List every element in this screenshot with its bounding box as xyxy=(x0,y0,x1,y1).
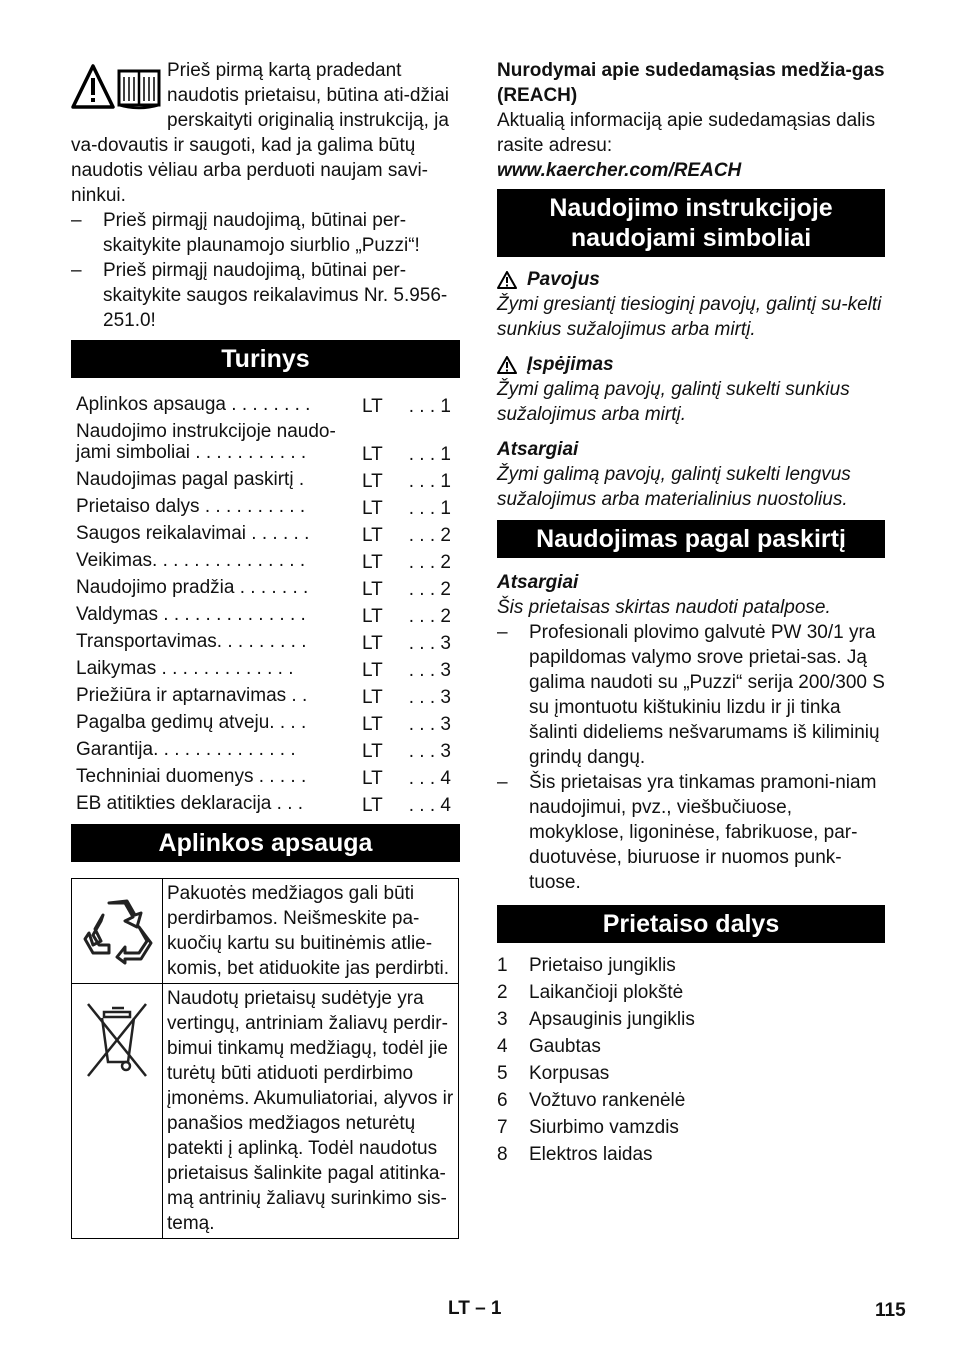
list-item xyxy=(497,1088,885,1115)
caution-text: Žymi galimą pavojų, galintį sukelti lengvus sužalojimus arba materialinius nuostolius. xyxy=(497,464,851,510)
toc-entry[interactable] xyxy=(76,421,460,469)
toc-entry[interactable] xyxy=(76,604,460,631)
list-item xyxy=(497,1007,885,1034)
danger-label xyxy=(497,267,885,292)
list-item xyxy=(497,953,885,980)
usage-heading: Naudojimas pagal paskirtį xyxy=(497,520,885,558)
toc-entry-page: . . . 3 xyxy=(408,741,451,762)
toc-entry[interactable] xyxy=(76,712,460,739)
footer-section-page: LT – 1 xyxy=(448,1298,502,1319)
part-label: Apsauginis jungiklis xyxy=(529,1009,695,1030)
part-label: Gaubtas xyxy=(529,1036,601,1057)
warning-label xyxy=(497,352,885,377)
toc-entry[interactable] xyxy=(76,739,460,766)
right-column xyxy=(497,58,885,1169)
toc-entry-title: Techniniai duomenys . . . . . xyxy=(76,766,307,787)
toc-heading: Turinys xyxy=(71,340,460,378)
toc-entry-page: . . . 2 xyxy=(408,606,451,627)
warning-text: Žymi galimą pavojų, galintį sukelti sunkius sužalojimus arba mirtį. xyxy=(497,379,850,425)
intro-bullets xyxy=(71,208,460,333)
part-number: 8 xyxy=(497,1144,508,1165)
caution-label-text: Atsargiai xyxy=(497,439,579,460)
toc-entry-lang: LT xyxy=(362,633,383,654)
toc-entry[interactable] xyxy=(76,523,460,550)
part-label: Elektros laidas xyxy=(529,1144,653,1165)
danger-text: Žymi gresiantį tiesioginį pavojų, galintį su-kelti sunkius sužalojimus arba mirtį. xyxy=(497,294,882,340)
symbols-heading: Naudojimo instrukcijoje naudojami simboliai xyxy=(497,189,885,257)
intro-text: Prieš pirmą kartą pradedant naudotis prietaisu, būtina ati-džiai perskaityti originalią instrukciją, ja va-dovautis ir saugoti, kad ja galima būtų naudotis vėliau arba perduoti naujam savi-ninkui. xyxy=(71,60,450,206)
environment-icon-cell xyxy=(72,984,163,1239)
toc-entry-title: Veikimas. . . . . . . . . . . . . . . xyxy=(76,550,306,571)
list-item xyxy=(497,1142,885,1169)
toc-entry[interactable] xyxy=(76,496,460,523)
toc-entry-title: Naudojimas pagal paskirtį . xyxy=(76,469,305,490)
toc-entry-lang: LT xyxy=(362,714,383,735)
caution-label xyxy=(497,437,885,462)
usage-bullet: – Šis prietaisas yra tinkamas pramoni-niam naudojimui, pvz., viešbučiuose, mokyklose, ligoninėse, fabrikuose, par-duotuvėse, biuruose ir nuomos punk-tuose. xyxy=(497,770,885,895)
toc-entry-page: . . . 3 xyxy=(408,714,451,735)
usage-bullets xyxy=(497,620,885,895)
toc-entry-lang: LT xyxy=(362,552,383,573)
toc-entry-lang: LT xyxy=(362,396,383,417)
toc-entry-page: . . . 2 xyxy=(408,525,451,546)
part-number: 5 xyxy=(497,1063,508,1084)
toc-entry-lang: LT xyxy=(362,741,383,762)
environment-heading: Aplinkos apsauga xyxy=(71,824,460,862)
toc-entry[interactable] xyxy=(76,685,460,712)
toc-entry-title: Naudojimo instrukcijoje naudo-jami simboliai . . . . . . . . . . . xyxy=(76,421,336,463)
toc-entry-page: . . . 3 xyxy=(408,687,451,708)
toc-entry[interactable] xyxy=(76,766,460,793)
toc-entry-lang: LT xyxy=(362,471,383,492)
list-item xyxy=(497,1115,885,1142)
toc-entry-page: . . . 1 xyxy=(408,444,451,465)
intro-bullet: – Prieš pirmąjį naudojimą, būtinai per-skaitykite saugos reikalavimus Nr. 5.956-251.0! xyxy=(71,258,460,333)
toc-entry[interactable] xyxy=(76,577,460,604)
toc-entry-page: . . . 4 xyxy=(408,795,451,816)
toc-entry-lang: LT xyxy=(362,444,383,465)
toc-entry-page: . . . 1 xyxy=(408,498,451,519)
crossed-bin-icon xyxy=(82,998,152,1082)
danger-warning-icon xyxy=(497,271,517,289)
toc-entry-title: Aplinkos apsauga . . . . . . . . xyxy=(76,394,311,415)
intro-block xyxy=(71,58,460,208)
toc-entry-page: . . . 3 xyxy=(408,633,451,654)
warning-label-text: Įspėjimas xyxy=(527,354,614,375)
toc-entry-lang: LT xyxy=(362,606,383,627)
reach-link[interactable]: www.kaercher.com/REACH xyxy=(497,160,742,181)
toc-entry-lang: LT xyxy=(362,579,383,600)
parts-list xyxy=(497,953,885,1169)
recycle-icon xyxy=(79,893,155,969)
part-number: 1 xyxy=(497,955,508,976)
list-item xyxy=(497,1061,885,1088)
toc-entry-title: Garantija. . . . . . . . . . . . . . xyxy=(76,739,296,760)
toc-entry-title: Priežiūra ir aptarnavimas . . xyxy=(76,685,308,706)
toc-entry-lang: LT xyxy=(362,525,383,546)
toc-entry-lang: LT xyxy=(362,795,383,816)
part-label: Siurbimo vamzdis xyxy=(529,1117,679,1138)
toc-entry-page: . . . 1 xyxy=(408,396,451,417)
danger-label-text: Pavojus xyxy=(527,269,600,290)
reach-text: Aktualią informaciją apie sudedamąsias dalis rasite adresu: xyxy=(497,110,876,156)
usage-caution-label xyxy=(497,570,885,595)
toc-entry-title: Prietaiso dalys . . . . . . . . . . xyxy=(76,496,306,517)
toc-entry-title: Transportavimas. . . . . . . . . xyxy=(76,631,307,652)
reach-heading: Nurodymai apie sudedamąsias medžia-gas (REACH) xyxy=(497,60,885,106)
toc-entry[interactable] xyxy=(76,631,460,658)
intro-bullet: – Prieš pirmąjį naudojimą, būtinai per-skaitykite plaunamojo siurblio „Puzzi“! xyxy=(71,208,460,258)
environment-text-cell: Pakuotės medžiagos gali būti perdirbamos. Neišmeskite pa-kuočių kartu su buitinėmis atlie-komis, bet atiduokite jas perdirbti. xyxy=(163,879,459,984)
environment-table xyxy=(71,878,459,1239)
toc-entry-lang: LT xyxy=(362,498,383,519)
part-label: Laikančioji plokštė xyxy=(529,982,684,1003)
table-row xyxy=(72,879,459,984)
toc-entry-title: Saugos reikalavimai . . . . . . xyxy=(76,523,310,544)
warning-manual-icon xyxy=(71,63,163,111)
toc-entry-title: EB atitikties deklaracija . . . xyxy=(76,793,304,814)
part-number: 7 xyxy=(497,1117,508,1138)
toc-entry-page: . . . 3 xyxy=(408,660,451,681)
toc-entry[interactable] xyxy=(76,550,460,577)
usage-bullet: – Profesionali plovimo galvutė PW 30/1 yra papildomas valymo srove prietai-sas. Ją galima naudoti su „Puzzi“ serija 200/300 S su įmontuotu kištukiniu lizdu ir ji tinka šalinti dideliems nešvarumams iš kiliminių grindų dangų. xyxy=(497,620,885,770)
toc-entry[interactable] xyxy=(76,793,460,820)
usage-caution-label-text: Atsargiai xyxy=(497,572,579,593)
toc-entry[interactable] xyxy=(76,394,460,421)
part-label: Vožtuvo rankenėlė xyxy=(529,1090,686,1111)
toc-entry-page: . . . 1 xyxy=(408,471,451,492)
table-row xyxy=(72,984,459,1239)
part-number: 3 xyxy=(497,1009,508,1030)
left-column xyxy=(71,58,460,1239)
toc-entry[interactable] xyxy=(76,469,460,496)
toc-entry-title: Valdymas . . . . . . . . . . . . . . xyxy=(76,604,306,625)
toc-entry-title: Naudojimo pradžia . . . . . . . xyxy=(76,577,309,598)
parts-heading: Prietaiso dalys xyxy=(497,905,885,943)
toc-entry-lang: LT xyxy=(362,660,383,681)
part-number: 2 xyxy=(497,982,508,1003)
toc-entry-page: . . . 4 xyxy=(408,768,451,789)
part-number: 6 xyxy=(497,1090,508,1111)
toc-entry-page: . . . 2 xyxy=(408,552,451,573)
part-label: Prietaiso jungiklis xyxy=(529,955,676,976)
list-item xyxy=(497,1034,885,1061)
warning-triangle-icon xyxy=(497,356,517,374)
table-of-contents xyxy=(71,394,460,820)
toc-entry[interactable] xyxy=(76,658,460,685)
toc-entry-lang: LT xyxy=(362,768,383,789)
environment-icon-cell xyxy=(72,879,163,984)
environment-text-cell: Naudotų prietaisų sudėtyje yra vertingų, antriniam žaliavų perdir-bimui tinkamų medžiagų, todėl jie turėtų būti atiduoti perdirbimo įmonėms. Akumuliatoriai, alyvos ir panašios medžiagos neturėtų patekti į aplinką. Todėl naudotus prietaisus šalinkite pagal atitinka-mą antrinių žaliavų surinkimo sis-temą. xyxy=(163,984,459,1239)
usage-caution-text: Šis prietaisas skirtas naudoti patalpose. xyxy=(497,597,831,618)
toc-entry-title: Pagalba gedimų atveju. . . . xyxy=(76,712,307,733)
part-number: 4 xyxy=(497,1036,508,1057)
toc-entry-page: . . . 2 xyxy=(408,579,451,600)
part-label: Korpusas xyxy=(529,1063,610,1084)
toc-entry-lang: LT xyxy=(362,687,383,708)
footer-page-number: 115 xyxy=(875,1300,906,1321)
list-item xyxy=(497,980,885,1007)
toc-entry-title: Laikymas . . . . . . . . . . . . . xyxy=(76,658,294,679)
